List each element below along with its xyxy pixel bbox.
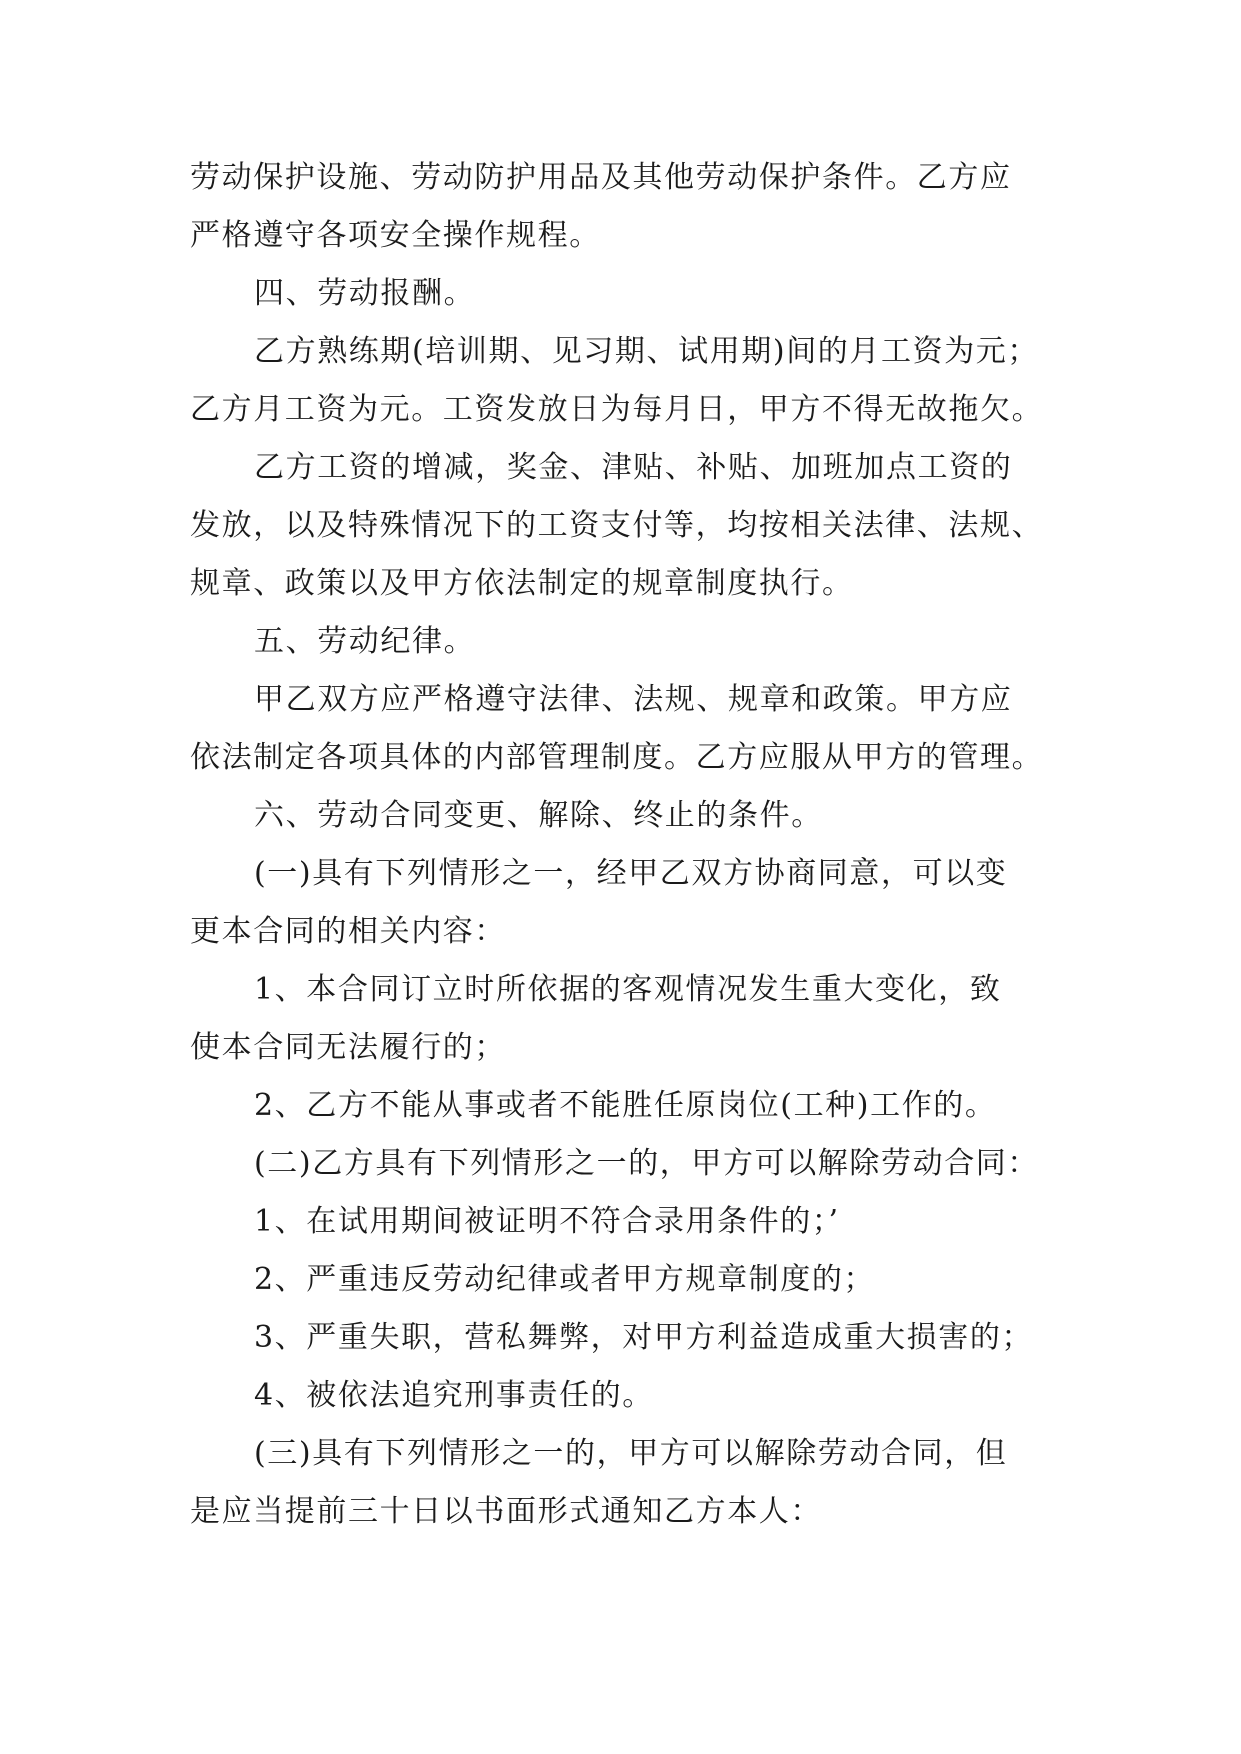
list-item: 1、本合同订立时所依据的客观情况发生重大变化，致	[254, 972, 1002, 1007]
text-line: (二)乙方具有下列情形之一的，甲方可以解除劳动合同：	[254, 1146, 1040, 1181]
text-line: 依法制定各项具体的内部管理制度。乙方应服从甲方的管理。	[190, 740, 1044, 775]
text-line: 严格遵守各项安全操作规程。	[190, 218, 601, 253]
text-line: (三)具有下列情形之一的，甲方可以解除劳动合同，但	[254, 1436, 1008, 1471]
text-line: 使本合同无法履行的；	[190, 1030, 506, 1065]
section-heading: 四、劳动报酬。	[254, 276, 476, 311]
text-line: 乙方月工资为元。工资发放日为每月日，甲方不得无故拖欠。	[190, 392, 1044, 427]
list-item: 3、严重失职，营私舞弊，对甲方利益造成重大损害的；	[254, 1320, 1034, 1355]
list-item: 2、严重违反劳动纪律或者甲方规章制度的；	[254, 1262, 876, 1297]
text-line: 发放，以及特殊情况下的工资支付等，均按相关法律、法规、	[190, 508, 1044, 543]
text-line: 更本合同的相关内容：	[190, 914, 506, 949]
text-line: (一)具有下列情形之一，经甲乙双方协商同意，可以变	[254, 856, 1008, 891]
list-item: 4、被依法追究刑事责任的。	[254, 1378, 654, 1413]
list-item: 1、在试用期间被证明不符合录用条件的；’	[254, 1204, 840, 1239]
text-line: 是应当提前三十日以书面形式通知乙方本人：	[190, 1494, 822, 1529]
text-line: 劳动保护设施、劳动防护用品及其他劳动保护条件。乙方应	[190, 160, 1012, 195]
text-line: 规章、政策以及甲方依法制定的规章制度执行。	[190, 566, 854, 601]
text-line: 甲乙双方应严格遵守法律、法规、规章和政策。甲方应	[254, 682, 1013, 717]
section-heading: 五、劳动纪律。	[254, 624, 476, 659]
section-heading: 六、劳动合同变更、解除、终止的条件。	[254, 798, 823, 833]
text-line: 乙方工资的增减，奖金、津贴、补贴、加班加点工资的	[254, 450, 1013, 485]
text-line: 乙方熟练期(培训期、见习期、试用期)间的月工资为元；	[254, 334, 1040, 369]
list-item: 2、乙方不能从事或者不能胜任原岗位(工种)工作的。	[254, 1088, 997, 1123]
